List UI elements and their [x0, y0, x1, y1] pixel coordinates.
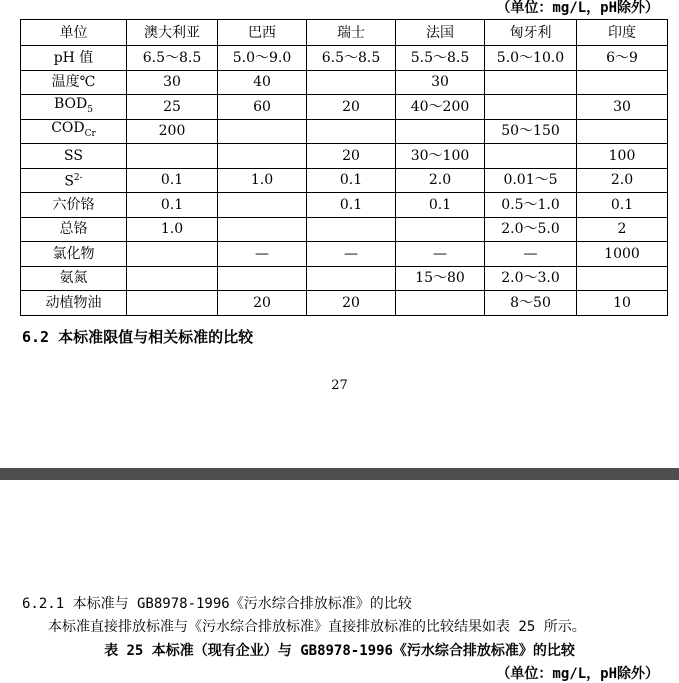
- unit-note-bottom: （单位：mg/L，pH除外）: [496, 666, 659, 682]
- table-row: [21, 291, 668, 316]
- table-cell: [218, 217, 307, 242]
- table-cell: 50～150: [485, 119, 577, 144]
- row-label-main: BOD: [54, 95, 88, 112]
- table-row: [21, 144, 668, 169]
- table-cell: [307, 70, 396, 95]
- page-number: 27: [331, 378, 348, 393]
- table-row: [21, 168, 668, 193]
- table-row: [21, 46, 668, 71]
- table-cell: 20: [307, 144, 396, 169]
- table-cell: 30: [577, 95, 668, 120]
- table-header-row: [21, 20, 668, 46]
- table-cell: 1000: [577, 242, 668, 267]
- table-cell: [307, 266, 396, 291]
- table-cell: 0.1: [127, 193, 218, 218]
- row-label: 总铬: [21, 217, 127, 242]
- table-cell: 2.0: [396, 168, 485, 193]
- row-label: [21, 168, 127, 193]
- table-cell: 0.1: [307, 168, 396, 193]
- table-cell: [127, 291, 218, 316]
- table-row: [21, 95, 668, 120]
- table-cell: 0.1: [577, 193, 668, 218]
- column-header: 印度: [577, 20, 668, 46]
- row-label-subscript: Cr: [84, 129, 96, 140]
- table-cell: [577, 119, 668, 144]
- table-cell: —: [396, 242, 485, 267]
- table-cell: 20: [218, 291, 307, 316]
- table-cell: [218, 193, 307, 218]
- table-cell: [577, 266, 668, 291]
- row-label: pH 值: [21, 46, 127, 71]
- table-cell: 100: [577, 144, 668, 169]
- table-25-caption: 表 25 本标准（现有企业）与 GB8978-1996《污水综合排放标准》的比较: [104, 643, 575, 659]
- row-label: 氨氮: [21, 266, 127, 291]
- table-row: [21, 266, 668, 291]
- table-cell: [307, 119, 396, 144]
- table-cell: 30: [127, 70, 218, 95]
- table-cell: 15～80: [396, 266, 485, 291]
- table-cell: [485, 144, 577, 169]
- table-row: [21, 217, 668, 242]
- table-cell: [127, 266, 218, 291]
- column-header: 巴西: [218, 20, 307, 46]
- row-label: [21, 119, 127, 144]
- table-row: [21, 70, 668, 95]
- table-cell: 0.1: [396, 193, 485, 218]
- table-cell: 20: [307, 291, 396, 316]
- table-cell: 2: [577, 217, 668, 242]
- table-row: [21, 242, 668, 267]
- table-cell: 6.5～8.5: [127, 46, 218, 71]
- table-cell: 2.0: [577, 168, 668, 193]
- table-cell: —: [307, 242, 396, 267]
- table-cell: 10: [577, 291, 668, 316]
- table-cell: [396, 119, 485, 144]
- table-cell: 6～9: [577, 46, 668, 71]
- table-cell: 2.0～3.0: [485, 266, 577, 291]
- table-cell: 5.5～8.5: [396, 46, 485, 71]
- table-cell: 1.0: [218, 168, 307, 193]
- table-cell: [218, 119, 307, 144]
- table-cell: 0.01～5: [485, 168, 577, 193]
- column-header: 瑞士: [307, 20, 396, 46]
- table-cell: [396, 291, 485, 316]
- table-cell: [218, 266, 307, 291]
- table-cell: 6.5～8.5: [307, 46, 396, 71]
- page-separator: [0, 468, 679, 480]
- section-6-2-heading: 6.2 本标准限值与相关标准的比较: [22, 328, 254, 346]
- row-label: SS: [21, 144, 127, 169]
- table-cell: [127, 144, 218, 169]
- section-6-2-1-heading: 6.2.1 本标准与 GB8978-1996《污水综合排放标准》的比较: [22, 596, 412, 612]
- table-cell: 30: [396, 70, 485, 95]
- table-cell: —: [485, 242, 577, 267]
- table-cell: 8～50: [485, 291, 577, 316]
- table-cell: 5.0～9.0: [218, 46, 307, 71]
- row-label: [21, 95, 127, 120]
- column-header: 澳大利亚: [127, 20, 218, 46]
- column-header: 单位: [21, 20, 127, 46]
- row-label-superscript: 2-: [73, 173, 83, 184]
- row-label: 温度℃: [21, 70, 127, 95]
- table-cell: [485, 95, 577, 120]
- row-label: 六价铬: [21, 193, 127, 218]
- table-cell: 5.0～10.0: [485, 46, 577, 71]
- table-cell: [485, 70, 577, 95]
- table-cell: 0.5～1.0: [485, 193, 577, 218]
- table-cell: [127, 242, 218, 267]
- table-cell: [577, 70, 668, 95]
- table-cell: 0.1: [127, 168, 218, 193]
- column-header: 法国: [396, 20, 485, 46]
- table-cell: [218, 144, 307, 169]
- table-row: [21, 119, 668, 144]
- table-cell: 200: [127, 119, 218, 144]
- table-cell: 0.1: [307, 193, 396, 218]
- table-cell: 30～100: [396, 144, 485, 169]
- table-cell: [396, 217, 485, 242]
- table-cell: —: [218, 242, 307, 267]
- table-cell: 2.0～5.0: [485, 217, 577, 242]
- table-cell: 40～200: [396, 95, 485, 120]
- table-cell: 60: [218, 95, 307, 120]
- row-label: 氯化物: [21, 242, 127, 267]
- row-label-subscript: 5: [87, 104, 93, 115]
- body-paragraph: 本标准直接排放标准与《污水综合排放标准》直接排放标准的比较结果如表 25 所示。: [48, 619, 586, 635]
- row-label-main: S: [64, 174, 74, 191]
- table-cell: 20: [307, 95, 396, 120]
- unit-note-top: （单位：mg/L，pH除外）: [496, 0, 659, 16]
- standards-comparison-table: [20, 19, 668, 316]
- row-label: 动植物油: [21, 291, 127, 316]
- table-cell: 25: [127, 95, 218, 120]
- table-row: [21, 193, 668, 218]
- table-cell: 40: [218, 70, 307, 95]
- table-cell: 1.0: [127, 217, 218, 242]
- table-cell: [307, 217, 396, 242]
- column-header: 匈牙利: [485, 20, 577, 46]
- row-label-main: COD: [51, 120, 85, 137]
